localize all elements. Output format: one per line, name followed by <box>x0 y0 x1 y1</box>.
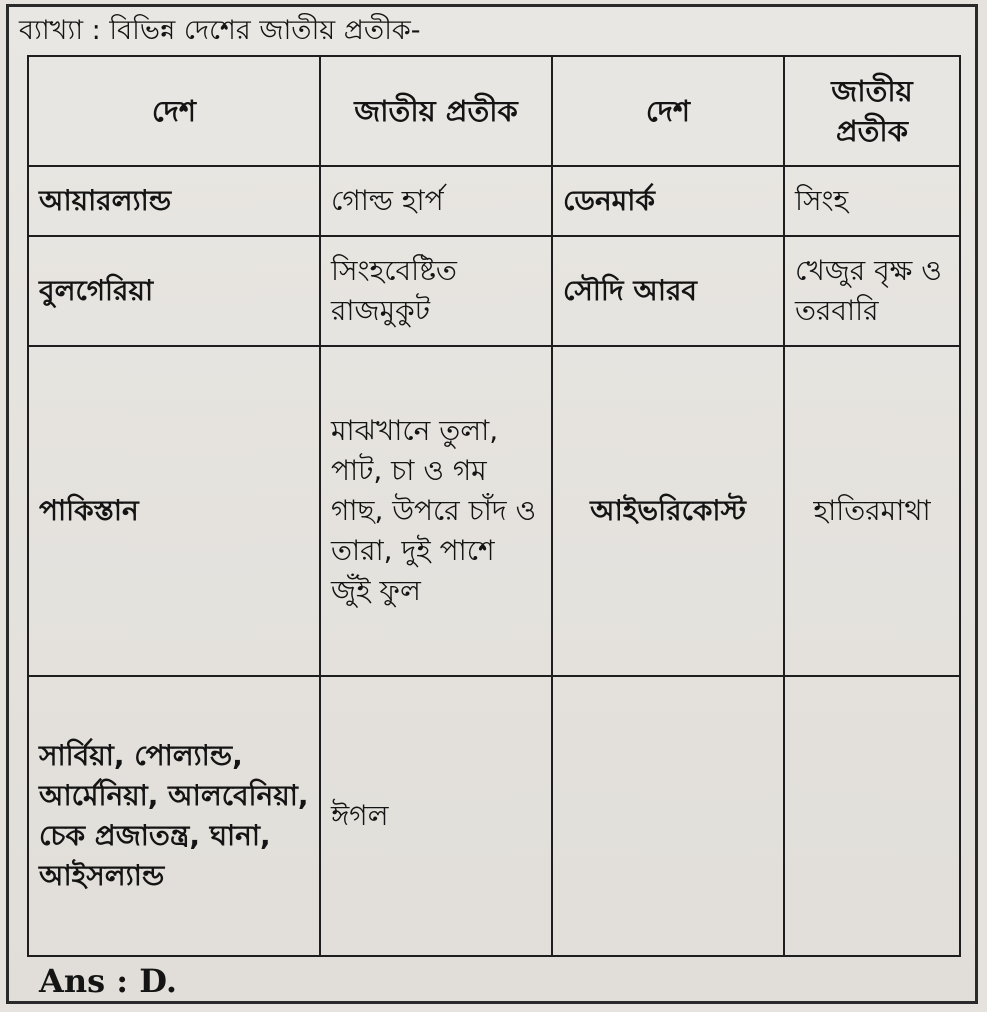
cell-country: সার্বিয়া, পোল্যান্ড, আর্মেনিয়া, আলবেনিয়া, চেক প্রজাতন্ত্র, ঘানা, আইসল্যান্ড <box>28 676 320 956</box>
cell-symbol: সিংহ <box>784 166 960 236</box>
table-header-row <box>28 56 960 166</box>
cell-symbol: সিংহবেষ্টিত রাজমুকুট <box>320 236 552 346</box>
cell-symbol: গোল্ড হার্প <box>320 166 552 236</box>
cell-country: বুলগেরিয়া <box>28 236 320 346</box>
cell-country: আয়ারল্যান্ড <box>28 166 320 236</box>
cell-symbol: ঈগল <box>320 676 552 956</box>
cell-country: ডেনমার্ক <box>552 166 784 236</box>
explanation-heading: ব্যাখ্যা : বিভিন্ন দেশের জাতীয় প্রতীক- <box>19 15 421 46</box>
cell-symbol: খেজুর বৃক্ষ ও তরবারি <box>784 236 960 346</box>
cell-symbol-empty <box>784 676 960 956</box>
header-country-2: দেশ <box>552 56 784 166</box>
header-symbol-1: জাতীয় প্রতীক <box>320 56 552 166</box>
table-row <box>28 166 960 236</box>
cell-country: পাকিস্তান <box>28 346 320 676</box>
cell-country-empty <box>552 676 784 956</box>
table-row <box>28 676 960 956</box>
page <box>6 4 978 1004</box>
cell-symbol: মাঝখানে তুলা, পাট, চা ও গম গাছ, উপরে চাঁদ ও তারা, দুই পাশে জুঁই ফুল <box>320 346 552 676</box>
answer-text: Ans : D. <box>39 962 177 1000</box>
table-row <box>28 346 960 676</box>
header-symbol-2: জাতীয় প্রতীক <box>784 56 960 166</box>
national-symbols-table <box>27 55 961 957</box>
cell-symbol: হাতিরমাথা <box>784 346 960 676</box>
table-row <box>28 236 960 346</box>
header-country-1: দেশ <box>28 56 320 166</box>
cell-country: সৌদি আরব <box>552 236 784 346</box>
cell-country: আইভরিকোস্ট <box>552 346 784 676</box>
